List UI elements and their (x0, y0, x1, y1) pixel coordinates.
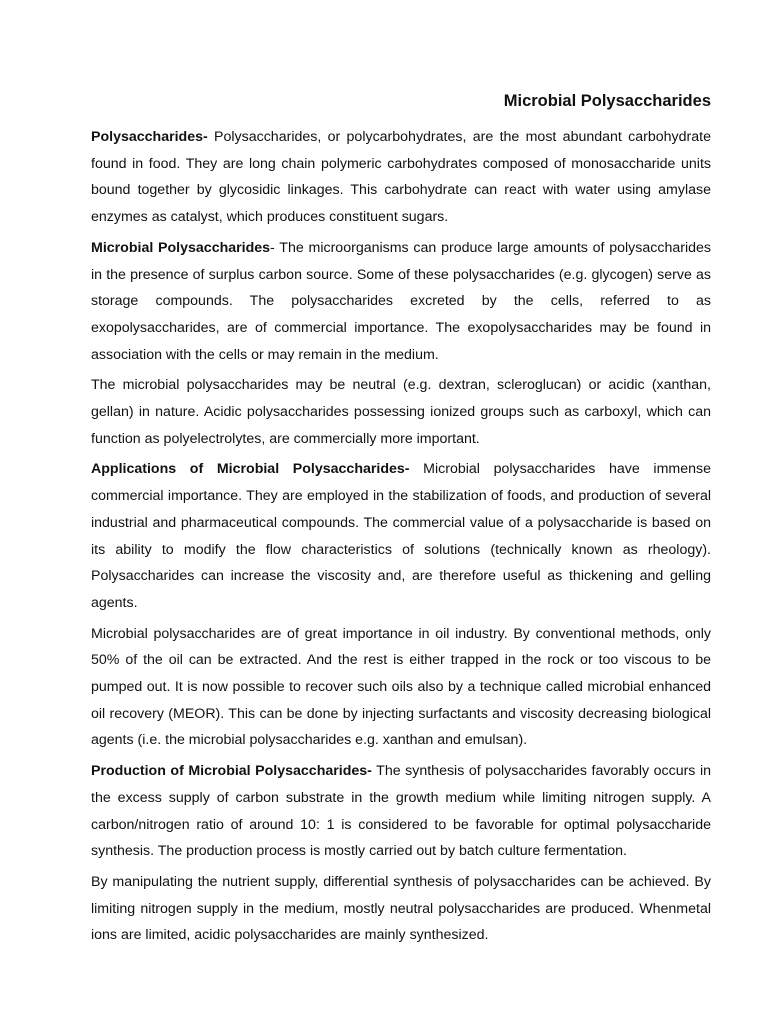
paragraph-nutrient-supply (91, 869, 711, 949)
paragraph-lead: Polysaccharides- (91, 129, 208, 145)
paragraph-text: Polysaccharides, or polycarbohydrates, are the most abundant carbohydrate found in food. They are long chain polymeric carbohydrates composed of monosaccharide units bound together by glycosidic linkages. This carbohydrate can react with water using amylase enzymes as catalyst, which produces constituent sugars. (91, 129, 711, 226)
document-title: Microbial Polysaccharides (503, 92, 711, 110)
paragraph-microbial-polysaccharides (91, 235, 711, 369)
paragraph-lead: Microbial Polysaccharides (91, 239, 271, 256)
paragraph-lead: Applications of Microbial Polysaccharides- (91, 461, 410, 478)
paragraph-text: The microbial polysaccharides may be neutral (e.g. dextran, scleroglucan) or acidic (xanthan, gellan) in nature. Acidic polysaccharides possessing ionized groups such as carboxyl, which can function as polyelectrolytes, are commercially more important. (91, 377, 711, 447)
paragraph-text: Microbial polysaccharides are of great importance in oil industry. By conventional methods, only 50% of the oil can be extracted. And the rest is either trapped in the rock or too viscous to be pumped out. It is now possible to recover such oils also by a technique called microbial enhanced oil recovery (MEOR). This can be done by injecting surfactants and viscosity decreasing biological agents (i.e. the microbial polysaccharides e.g. xanthan and emulsan). (91, 625, 711, 749)
paragraph-oil-industry (91, 621, 711, 755)
paragraph-text: Microbial polysaccharides have immense commercial importance. They are employed in the stabilization of foods, and production of several industrial and pharmaceutical compounds. The commercial value of a polysaccharide is based on its ability to modify the flow characteristics of solutions (technically known as rheology). Polysaccharides can increase the viscosity and, are therefore useful as thickening and gelling agents. (91, 461, 711, 611)
document-page (91, 88, 711, 953)
paragraph-text: By manipulating the nutrient supply, differential synthesis of polysaccharides can be achieved. By limiting nitrogen supply in the medium, mostly neutral polysaccharides are produced. Whenmetal ions are limited, acidic polysaccharides are mainly synthesized. (91, 873, 711, 944)
paragraph-applications (91, 456, 711, 616)
paragraph-text: The synthesis of polysaccharides favorably occurs in the excess supply of carbon substrate in the growth medium while limiting nitrogen supply. A carbon/nitrogen ratio of around 10: 1 is considered to be favorable for optimal polysaccharide synthesis. The production process is mostly carried out by batch culture fermentation. (91, 763, 711, 860)
paragraph-lead: Production of Microbial Polysaccharides- (91, 763, 372, 780)
paragraph-polysaccharides (91, 124, 711, 231)
paragraph-production (91, 758, 711, 865)
paragraph-text: - The microorganisms can produce large amounts of polysaccharides in the presence of surplus carbon source. Some of these polysaccharides (e.g. glycogen) serve as storage compounds. The polysaccharides excreted by the cells, referred to as exopolysaccharides, are of commercial importance. The exopolysaccharides may be found in association with the cells or may remain in the medium. (91, 239, 711, 363)
paragraph-neutral-acidic (91, 372, 711, 452)
